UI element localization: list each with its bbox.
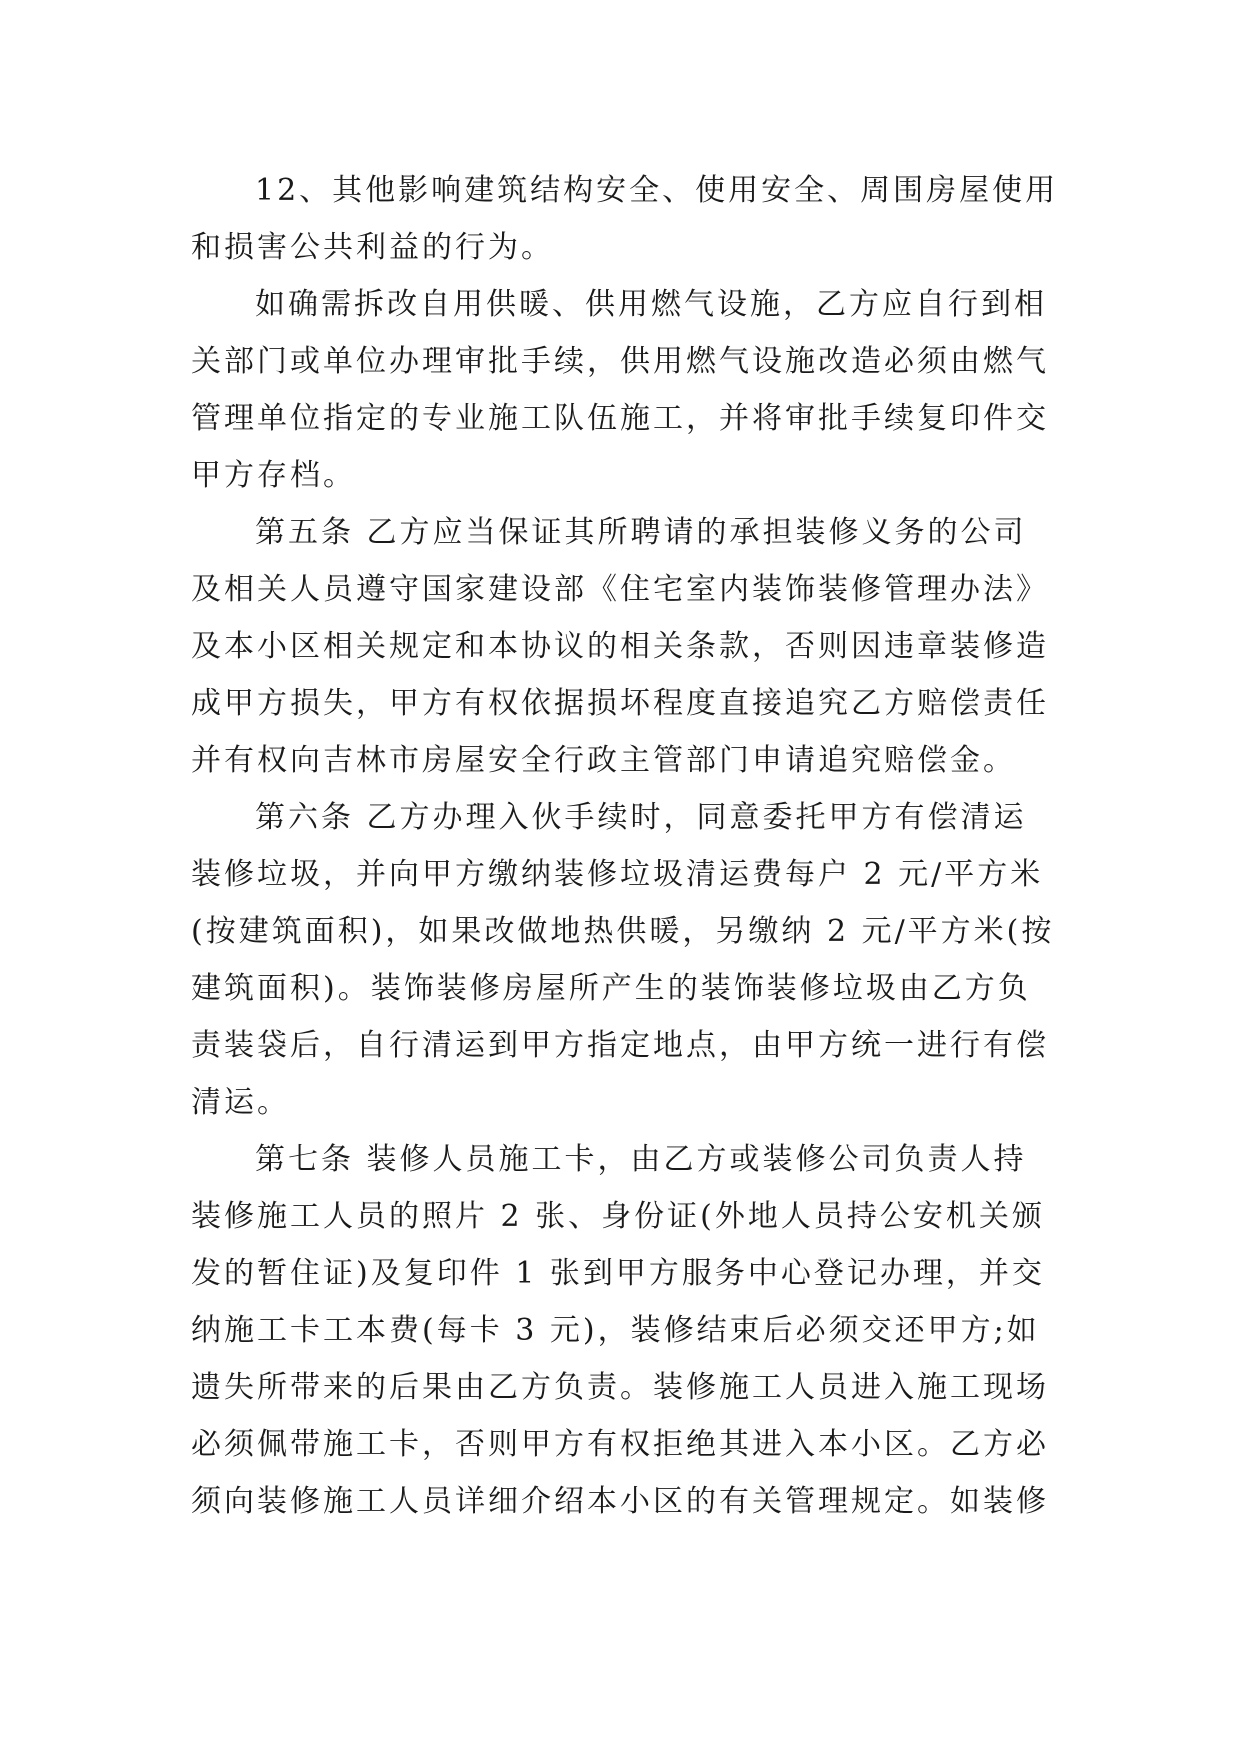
text-line: 纳施工卡工本费(每卡 3 元)，装修结束后必须交还甲方;如 bbox=[191, 1313, 1040, 1348]
text-line: (按建筑面积)，如果改做地热供暖，另缴纳 2 元/平方米(按 bbox=[191, 914, 1055, 949]
text-line: 第七条 装修人员施工卡，由乙方或装修公司负责人持 bbox=[255, 1142, 1027, 1177]
paragraph-gas-facilities bbox=[191, 276, 1061, 504]
paragraph-article-5 bbox=[191, 504, 1061, 789]
text-line: 及相关人员遵守国家建设部《住宅室内装饰装修管理办法》 bbox=[191, 572, 1049, 607]
text-line: 管理单位指定的专业施工队伍施工，并将审批手续复印件交 bbox=[191, 401, 1049, 436]
text-line: 须向装修施工人员详细介绍本小区的有关管理规定。如装修 bbox=[191, 1484, 1049, 1519]
text-line: 如确需拆改自用供暖、供用燃气设施，乙方应自行到相 bbox=[255, 287, 1047, 322]
text-line: 必须佩带施工卡，否则甲方有权拒绝其进入本小区。乙方必 bbox=[191, 1427, 1049, 1462]
text-line: 建筑面积)。装饰装修房屋所产生的装饰装修垃圾由乙方负 bbox=[191, 971, 1031, 1006]
text-line: 关部门或单位办理审批手续，供用燃气设施改造必须由燃气 bbox=[191, 344, 1049, 379]
paragraph-article-6 bbox=[191, 789, 1061, 1131]
text-line: 责装袋后，自行清运到甲方指定地点，由甲方统一进行有偿 bbox=[191, 1028, 1049, 1063]
text-line: 和损害公共利益的行为。 bbox=[191, 230, 554, 265]
text-line: 装修垃圾，并向甲方缴纳装修垃圾清运费每户 2 元/平方米 bbox=[191, 857, 1044, 892]
text-line: 并有权向吉林市房屋安全行政主管部门申请追究赔偿金。 bbox=[191, 743, 1016, 778]
text-line: 装修施工人员的照片 2 张、身份证(外地人员持公安机关颁 bbox=[191, 1199, 1045, 1234]
text-line: 及本小区相关规定和本协议的相关条款，否则因违章装修造 bbox=[191, 629, 1049, 664]
text-line: 清运。 bbox=[191, 1085, 290, 1120]
text-line: 第六条 乙方办理入伙手续时，同意委托甲方有偿清运 bbox=[255, 800, 1027, 835]
paragraph-item-12 bbox=[191, 162, 1061, 276]
paragraph-article-7 bbox=[191, 1131, 1061, 1530]
text-line: 12、其他影响建筑结构安全、使用安全、周围房屋使用 bbox=[255, 173, 1059, 208]
text-line: 成甲方损失，甲方有权依据损坏程度直接追究乙方赔偿责任 bbox=[191, 686, 1049, 721]
text-line: 发的暂住证)及复印件 1 张到甲方服务中心登记办理，并交 bbox=[191, 1256, 1045, 1291]
text-line: 遗失所带来的后果由乙方负责。装修施工人员进入施工现场 bbox=[191, 1370, 1049, 1405]
text-line: 甲方存档。 bbox=[191, 458, 356, 493]
document-body bbox=[191, 162, 1061, 1530]
text-line: 第五条 乙方应当保证其所聘请的承担装修义务的公司 bbox=[255, 515, 1027, 550]
